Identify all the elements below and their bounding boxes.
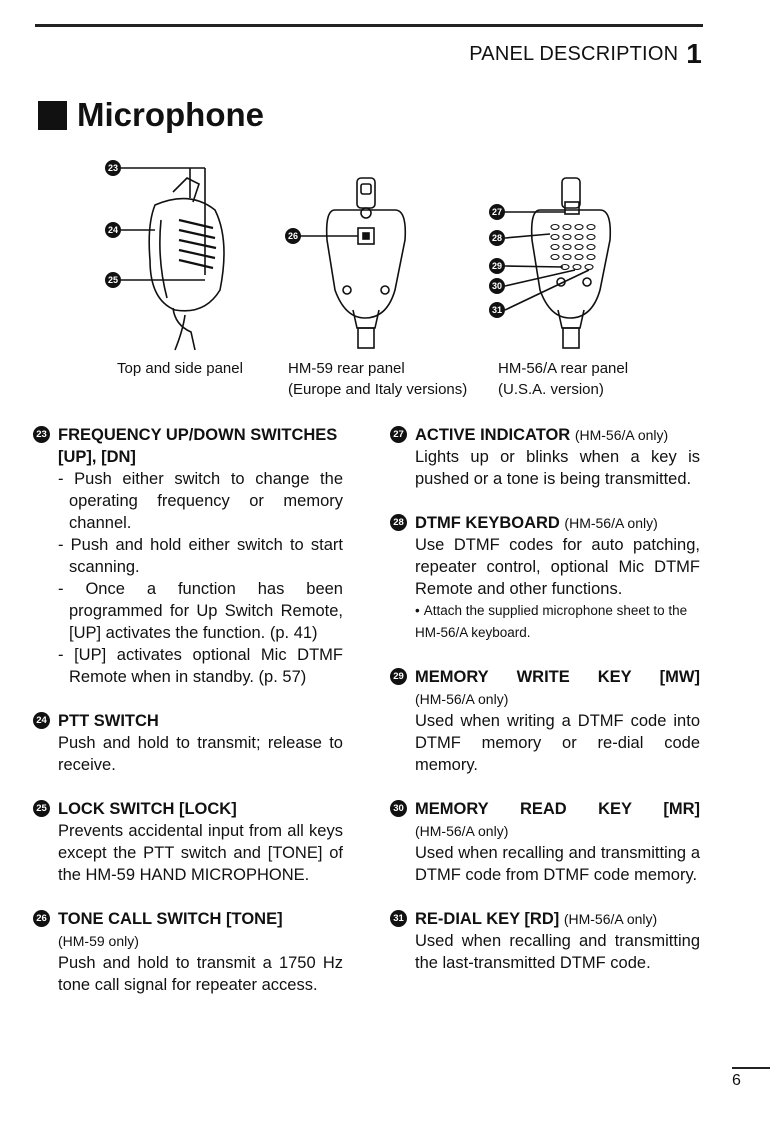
callout-28: 28 bbox=[491, 233, 503, 243]
item-28-note: • Attach the supplied microphone sheet to the HM-56/A keyboard. bbox=[415, 603, 688, 640]
number-23-icon: 23 bbox=[33, 426, 50, 443]
item-30-body: Used when recalling and transmitting a DTMF code from DTMF code memory. bbox=[415, 844, 700, 884]
list-item: - Push and hold either switch to start scanning. bbox=[58, 536, 343, 576]
item-28 bbox=[390, 512, 700, 644]
title-square-icon bbox=[38, 101, 67, 130]
callout-24: 24 bbox=[107, 225, 119, 235]
number-29-icon: 29 bbox=[390, 668, 407, 685]
caption-side-panel: Top and side panel bbox=[117, 360, 243, 377]
number-24-icon: 24 bbox=[33, 712, 50, 729]
number-26-icon: 26 bbox=[33, 910, 50, 927]
item-30-title: MEMORY READ KEY [MR] bbox=[415, 800, 700, 818]
list-item: - [UP] activates optional Mic DTMF Remote when in standby. (p. 57) bbox=[58, 646, 343, 686]
item-26 bbox=[33, 908, 343, 996]
callout-31: 31 bbox=[491, 305, 503, 315]
item-26-body: Push and hold to transmit a 1750 Hz tone call signal for repeater access. bbox=[58, 954, 343, 994]
left-column bbox=[33, 424, 343, 1018]
item-24 bbox=[33, 710, 343, 776]
caption-hm59: HM-59 rear panel (Europe and Italy versions) bbox=[288, 360, 468, 398]
number-27-icon: 27 bbox=[390, 426, 407, 443]
item-23-title-keys: [UP], [DN] bbox=[58, 448, 136, 466]
callout-29: 29 bbox=[491, 261, 503, 271]
right-column bbox=[390, 424, 700, 996]
item-31-sub: (HM-56/A only) bbox=[563, 911, 658, 927]
item-24-body: Push and hold to transmit; release to receive. bbox=[58, 734, 343, 774]
item-23-list bbox=[58, 468, 343, 688]
page-number: 6 bbox=[732, 1072, 741, 1089]
item-24-title: PTT SWITCH bbox=[58, 712, 159, 730]
header-rule bbox=[35, 24, 703, 27]
item-28-title: DTMF KEYBOARD bbox=[415, 514, 560, 532]
item-31-title: RE-DIAL KEY [RD] bbox=[415, 910, 560, 928]
number-25-icon: 25 bbox=[33, 800, 50, 817]
callout-26: 26 bbox=[287, 231, 299, 241]
callout-23: 23 bbox=[107, 163, 119, 173]
item-29-sub: (HM-56/A only) bbox=[415, 691, 509, 707]
item-28-sub: (HM-56/A only) bbox=[564, 515, 658, 531]
item-23-title: FREQUENCY UP/DOWN SWITCHES bbox=[58, 426, 338, 444]
item-27-body: Lights up or blinks when a key is pushed or a tone is being transmitted. bbox=[415, 448, 700, 488]
item-30 bbox=[390, 798, 700, 886]
item-26-sub: (HM-59 only) bbox=[58, 933, 139, 949]
list-item: - Once a function has been programmed for Up Switch Remote, [UP] activates the function. (p. 41) bbox=[58, 580, 343, 642]
item-27-sub: (HM-56/A only) bbox=[574, 427, 669, 443]
item-31-body: Used when recalling and transmitting the last-transmitted DTMF code. bbox=[415, 932, 700, 972]
item-26-title: TONE CALL SWITCH [TONE] bbox=[58, 910, 283, 928]
callout-25: 25 bbox=[107, 275, 119, 285]
item-25 bbox=[33, 798, 343, 886]
item-30-sub: (HM-56/A only) bbox=[415, 823, 509, 839]
item-29 bbox=[390, 666, 700, 776]
item-29-title: MEMORY WRITE KEY [MW] bbox=[415, 668, 700, 686]
number-31-icon: 31 bbox=[390, 910, 407, 927]
title-text: Microphone bbox=[77, 96, 264, 133]
item-23 bbox=[33, 424, 343, 688]
hm59-rear-icon bbox=[327, 210, 406, 318]
page-title bbox=[38, 96, 264, 134]
item-31 bbox=[390, 908, 700, 974]
page-header bbox=[469, 38, 702, 70]
footer-rule bbox=[732, 1067, 770, 1069]
callout-30: 30 bbox=[491, 281, 503, 291]
item-27-title: ACTIVE INDICATOR bbox=[415, 426, 571, 444]
item-25-body: Prevents accidental input from all keys except the PTT switch and [TONE] of the HM-59 HAND MICROPHONE. bbox=[58, 822, 343, 884]
item-29-body: Used when writing a DTMF code into DTMF memory or re-dial code memory. bbox=[415, 712, 700, 774]
chapter-number: 1 bbox=[686, 38, 702, 69]
bullet-icon: • bbox=[415, 603, 420, 618]
microphone-illustration bbox=[95, 150, 655, 355]
number-28-icon: 28 bbox=[390, 514, 407, 531]
item-27 bbox=[390, 424, 700, 490]
list-item: - Push either switch to change the operating frequency or memory channel. bbox=[58, 470, 343, 532]
callout-27: 27 bbox=[491, 207, 503, 217]
section-title: PANEL DESCRIPTION bbox=[469, 43, 679, 65]
item-25-title: LOCK SWITCH [LOCK] bbox=[58, 800, 237, 818]
caption-hm56: HM-56/A rear panel (U.S.A. version) bbox=[498, 360, 629, 398]
item-28-body: Use DTMF codes for auto patching, repeater control, optional Mic DTMF Remote and other functions. bbox=[415, 536, 700, 598]
number-30-icon: 30 bbox=[390, 800, 407, 817]
